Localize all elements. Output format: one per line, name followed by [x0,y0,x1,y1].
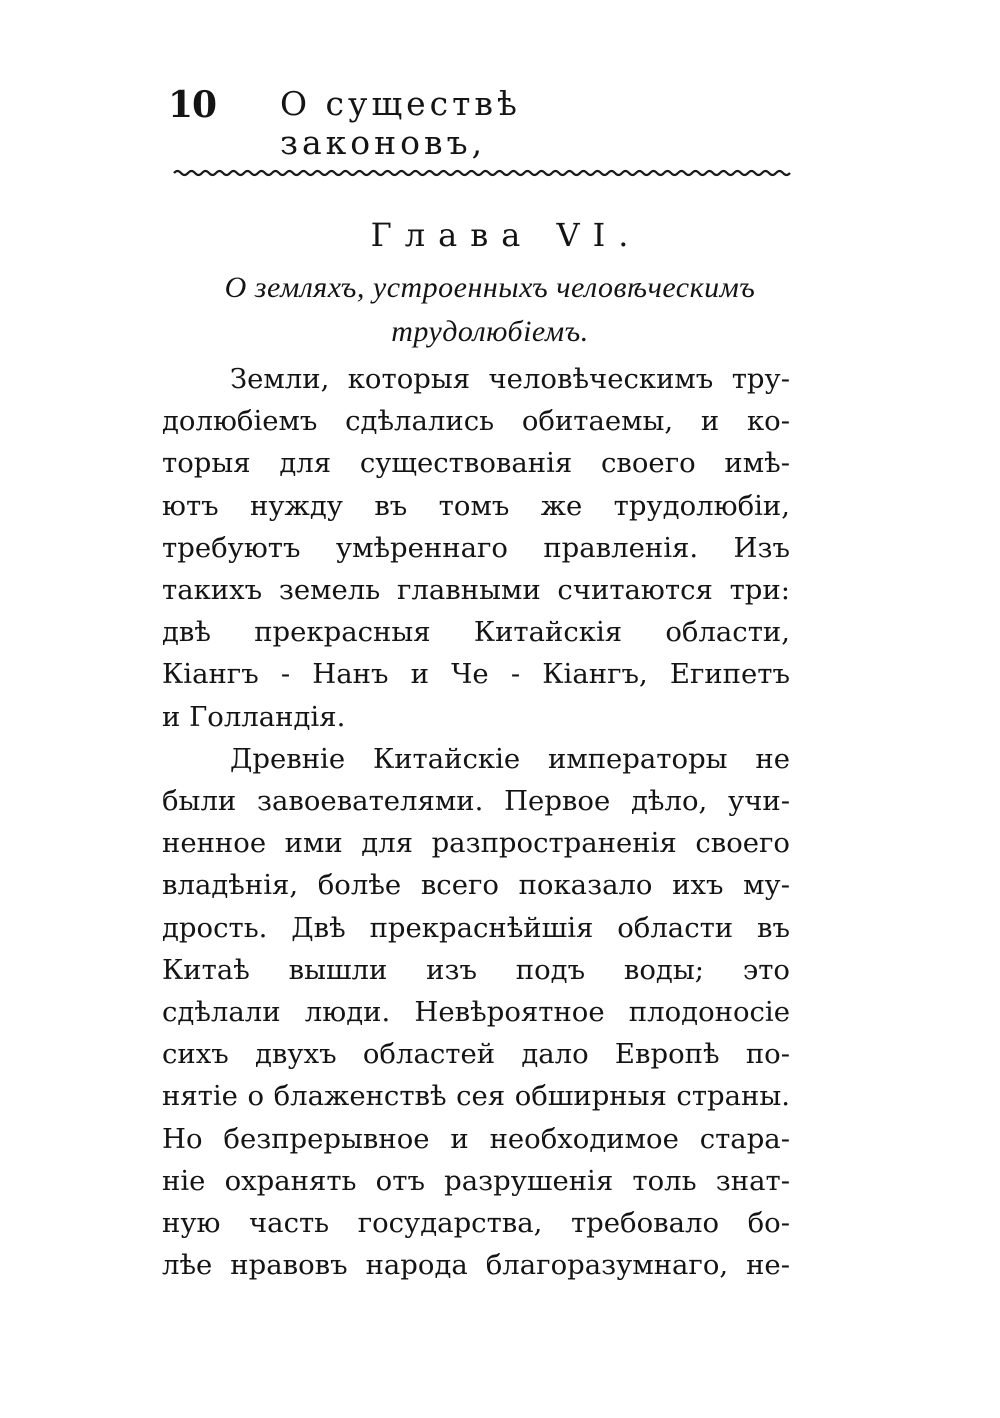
chapter-subtitle [190,266,790,354]
text-line: ніе охранять отъ разрушенія толь знат- [162,1164,790,1197]
body-text [162,358,790,1286]
text-line: Земли, которыя человѣческимъ тру- [230,363,790,395]
text-line: долюбіемъ сдѣлались обитаемы, и ко- [162,405,790,438]
text-line: требуютъ умѣреннаго правленія. Изъ [162,531,790,564]
text-line: лѣе нравовъ народа благоразумнаго, не- [162,1249,790,1282]
page-number: 10 [168,84,217,126]
running-title: О существѣ законовъ, [280,84,521,162]
text-line: ютъ нужду въ томъ же трудолюбіи, [162,489,790,522]
text-line: дрость. Двѣ прекраснѣйшія области въ [162,911,790,944]
paragraph [162,738,790,1287]
text-line: были завоевателями. Первое дѣло, учи- [162,785,790,818]
text-line: сихъ двухъ областей дало Европѣ по- [162,1038,790,1071]
text-line: такихъ земель главными считаются три: [162,574,790,607]
chapter-subtitle-line: трудолюбіемъ. [391,315,589,348]
text-line: торыя для существованія своего имѣ- [162,447,790,480]
text-line: владѣнія, болѣе всего показало ихъ му- [162,869,790,902]
text-line: ненное ими для разпространенія своего [162,827,790,860]
chapter-subtitle-line: О земляхъ, устроенныхъ человѣческимъ [224,271,756,304]
text-line: Кіангъ - Нанъ и Че - Кіангъ, Египетъ [162,658,790,691]
text-line: и Голландія. [162,700,346,733]
text-line: сдѣлали люди. Невѣроятное плодоносіе [162,996,790,1029]
ornamental-rule [172,160,800,186]
running-head [168,84,728,162]
text-line: Китаѣ вышли изъ подъ воды; это [162,953,790,986]
chapter-heading: Глава VI. [370,216,642,254]
text-line: Но безпрерывное и необходимое стара- [162,1122,790,1155]
text-line: ную часть государства, требовало бо- [162,1207,790,1240]
text-line: двѣ прекрасныя Китайскія области, [162,616,790,649]
text-line: нятіе о блаженствѣ сея обширныя страны. [162,1080,790,1113]
text-line: Древніе Китайскіе императоры не [230,742,790,775]
paragraph [162,358,790,738]
